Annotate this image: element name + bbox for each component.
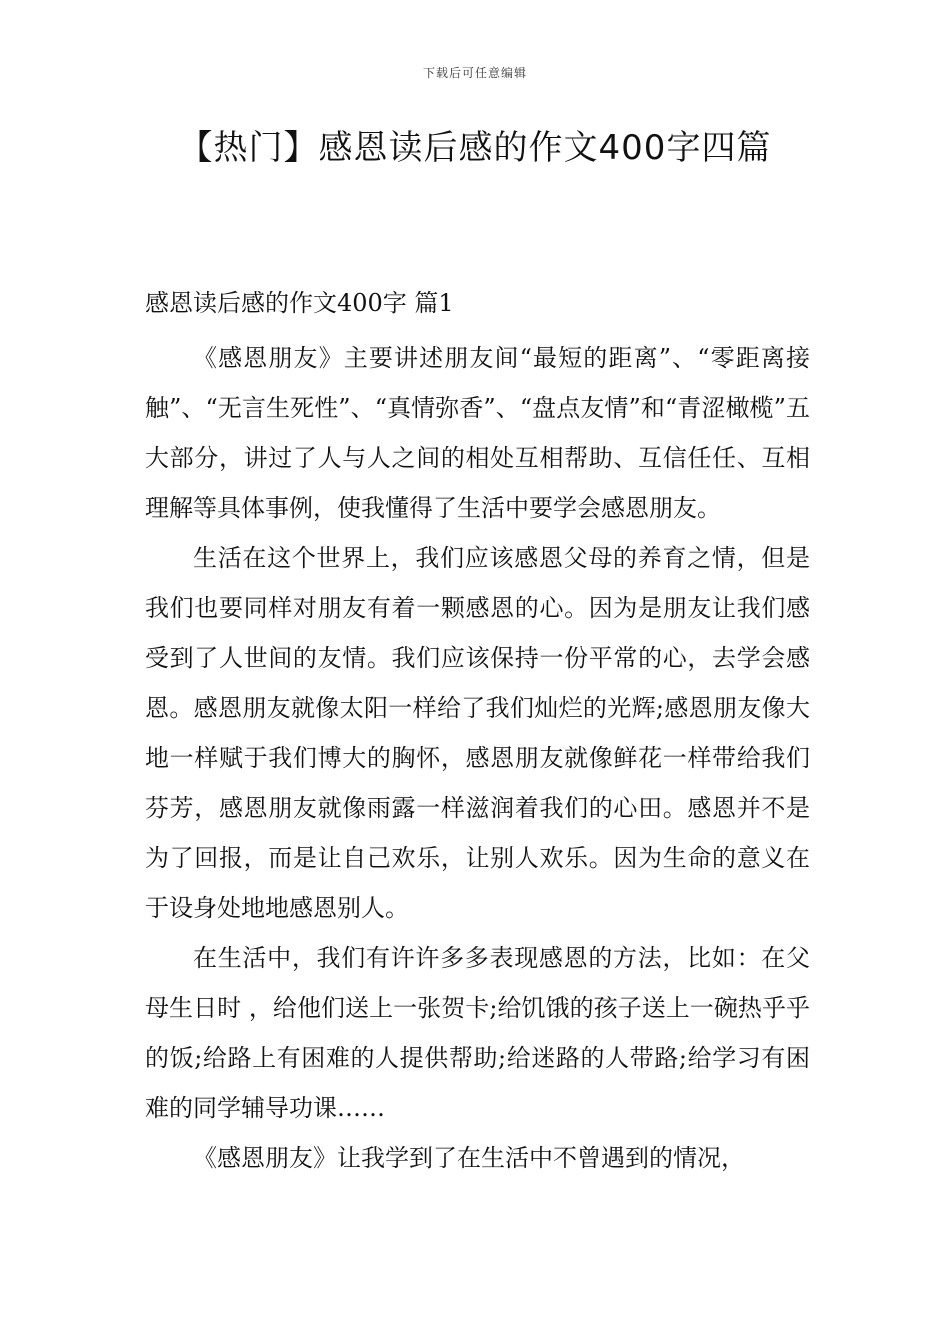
section-heading: 感恩读后感的作文400字 篇1 bbox=[145, 289, 454, 317]
header-note: 下载后可任意编辑 bbox=[422, 66, 527, 80]
document-body bbox=[145, 283, 810, 1183]
paragraph: 生活在这个世界上，我们应该感恩父母的养育之情，但是我们也要同样对朋友有着一颗感恩的心。因为是朋友让我们感受到了人世间的友情。我们应该保持一份平常的心，去学会感恩。感恩朋友就像太阳一样给了我们灿烂的光辉;感恩朋友像大地一样赋于我们博大的胸怀，感恩朋友就像鲜花一样带给我们芬芳，感恩朋友就像雨露一样滋润着我们的心田。感恩并不是为了回报，而是让自己欢乐，让别人欢乐。因为生命的意义在于设身处地地感恩别人。 bbox=[145, 544, 810, 922]
paragraph: 《感恩朋友》让我学到了在生活中不曾遇到的情况， bbox=[193, 1144, 745, 1172]
document-title: 【热门】感恩读后感的作文400字四篇 bbox=[178, 128, 772, 168]
paragraph: 在生活中，我们有许许多多表现感恩的方法，比如：在父母生日时 ，给他们送上一张贺卡;给饥饿的孩子送上一碗热乎乎的饭;给路上有困难的人提供帮助;给迷路的人带路;给学习有困难的同学辅导功课…… bbox=[145, 944, 810, 1122]
paragraph: 《感恩朋友》主要讲述朋友间“最短的距离”、“零距离接触”、“无言生死性”、“真情弥香”、“盘点友情”和“青涩橄榄”五大部分，讲过了人与人之间的相处互相帮助、互信任任、互相理解等具体事例，使我懂得了生活中要学会感恩朋友。 bbox=[145, 344, 810, 522]
